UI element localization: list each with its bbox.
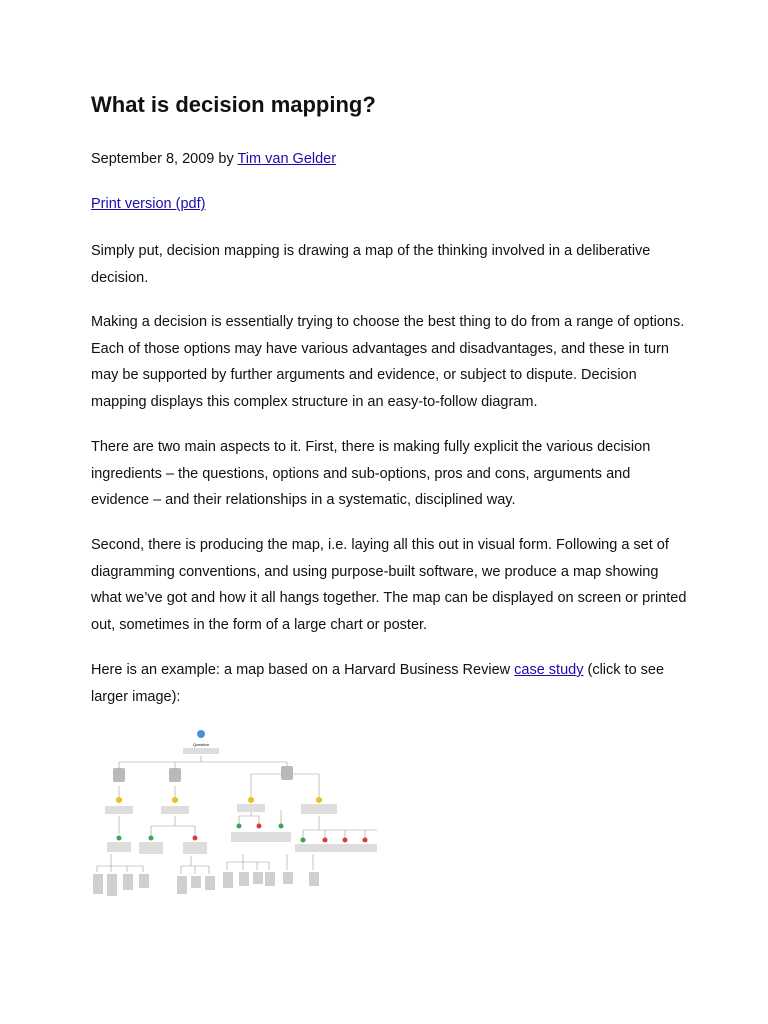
evidence-text [223,872,233,888]
option-icon [172,797,178,803]
evidence-nodes [93,872,319,896]
paragraph-5-text-start: Here is an example: a map based on a Harvard Business Review [91,662,511,678]
question-text-lines [183,748,219,754]
paragraph-5-text-end: (click to see larger image): [91,662,665,705]
decision-map-image[interactable] [91,726,383,906]
case-study-link[interactable]: case study [514,662,584,678]
con-icon [323,838,328,843]
argument-nodes [107,824,377,855]
option-icon [116,797,122,803]
pro-icon [117,836,122,841]
person-icon [113,768,125,782]
pro-icon [149,836,154,841]
evidence-text [107,874,117,896]
evidence-text [283,872,293,884]
evidence-text [309,872,319,886]
argument-text [183,842,207,854]
option-text [105,806,133,814]
argument-text [107,842,131,852]
author-link[interactable]: Tim van Gelder [237,151,337,167]
argument-text [231,832,291,842]
decision-map-diagram [91,726,383,906]
pro-icon [301,838,306,843]
evidence-text [177,876,187,894]
option-nodes [105,797,337,814]
paragraph-2: Making a decision is essentially trying to choose the best thing to do from a range of options. Each of those options may have various advantages and disadvantages, and these in turn may be supported by further arguments and evidence, or subject to dispute. Decision mapping displays this complex structure in an easy-to-follow diagram. [91,314,685,410]
paragraph-5 [91,657,691,710]
page-title: What is decision mapping? [91,92,376,117]
evidence-text [253,872,263,884]
pro-icon [237,824,242,829]
question-icon [197,730,205,738]
byline-by: by [218,151,234,167]
print-version-row [91,196,205,212]
argument-text [139,842,163,854]
evidence-text [191,876,201,888]
evidence-text [239,872,249,886]
option-text [237,804,265,812]
option-icon [248,797,254,803]
paragraph-4: Second, there is producing the map, i.e. laying all this out in visual form. Following a set of diagramming conventions, and using purpose-built software, we produce a map showing what we’ve got and how it all hangs together. The map can be displayed on screen or printed out, sometimes in the form of a large chart or poster. [91,537,687,633]
pro-icon [279,824,284,829]
con-icon [363,838,368,843]
print-version-link[interactable]: Print version (pdf) [91,196,206,212]
question-label: Question [192,742,210,747]
paragraph-1: Simply put, decision mapping is drawing a map of the thinking involved in a deliberative decision. [91,243,651,286]
connector-lines [97,756,377,874]
con-icon [257,824,262,829]
option-text [301,804,337,814]
evidence-text [123,874,133,890]
byline [91,151,336,167]
option-icon [316,797,322,803]
question-node [183,730,219,754]
option-text [161,806,189,814]
evidence-text [93,874,103,894]
post-date: September 8, 2009 [91,151,215,167]
person-icon [169,768,181,782]
evidence-text [139,874,149,888]
con-icon [343,838,348,843]
evidence-text [265,872,275,886]
paragraph-3: There are two main aspects to it. First, there is making fully explicit the various decision ingredients – the questions, options and sub-options, pros and cons, arguments and evidence – and their relationships in a systematic, disciplined way. [91,439,651,508]
argument-text [295,844,377,852]
con-icon [193,836,198,841]
evidence-text [205,876,215,890]
person-icon [281,766,293,780]
